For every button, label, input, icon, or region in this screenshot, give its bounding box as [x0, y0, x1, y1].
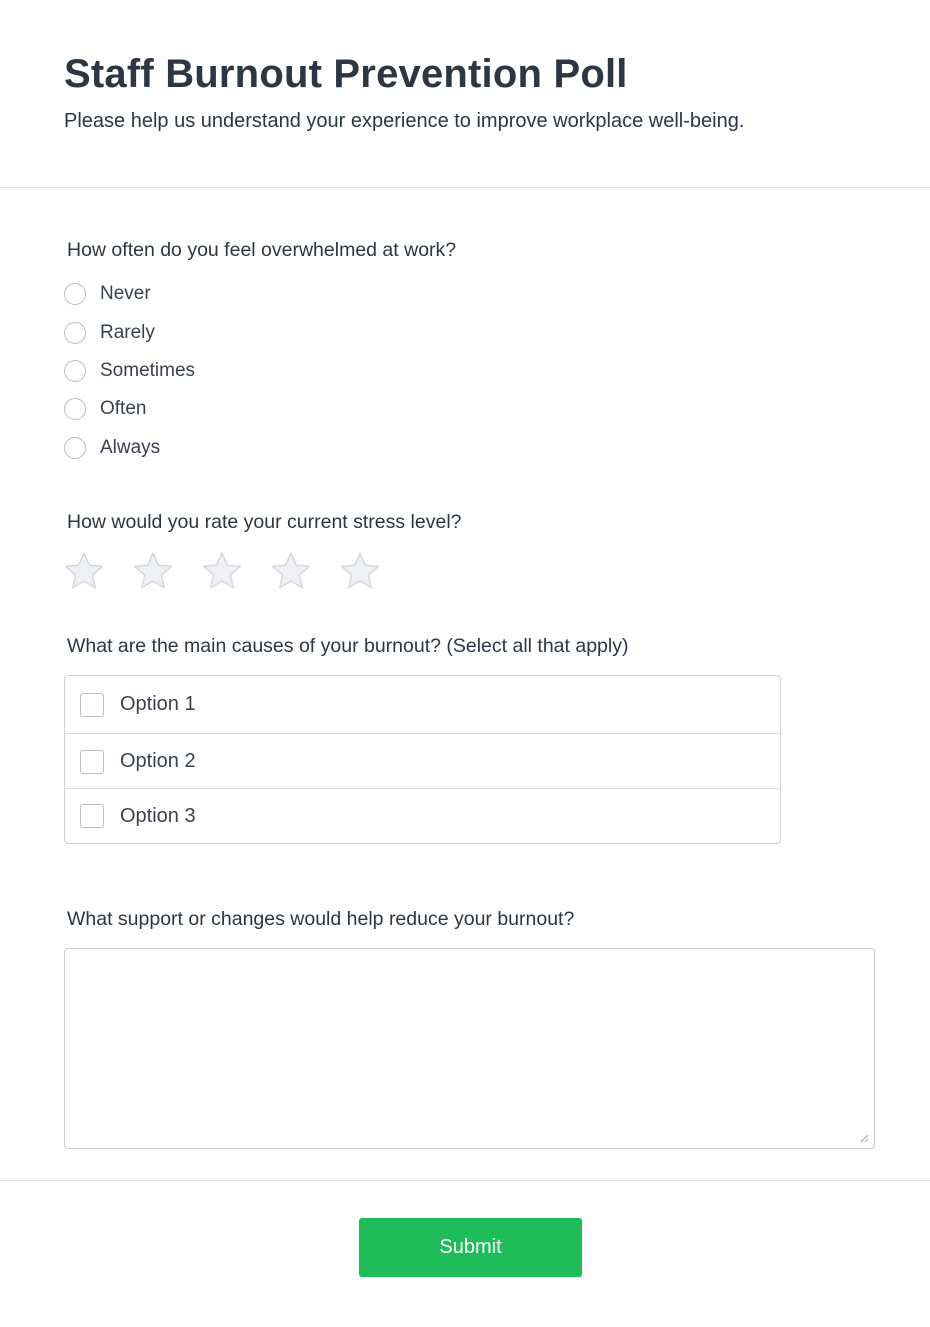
support-textarea[interactable] — [64, 948, 875, 1149]
checkbox-option-3[interactable] — [65, 788, 780, 843]
radio-option-label: Never — [100, 283, 151, 304]
radio-option-never[interactable] — [64, 281, 151, 307]
radio-option-always[interactable] — [64, 435, 160, 461]
radio-button[interactable] — [64, 360, 86, 382]
checkbox[interactable] — [80, 750, 104, 774]
question-support-label: What support or changes would help reduce your burnout? — [67, 908, 575, 930]
checkbox-label: Option 3 — [120, 804, 196, 827]
resize-handle-icon[interactable] — [859, 1133, 869, 1143]
radio-option-often[interactable] — [64, 396, 146, 422]
radio-option-label: Always — [100, 437, 161, 458]
radio-button[interactable] — [64, 322, 86, 344]
radio-button[interactable] — [64, 398, 86, 420]
radio-button[interactable] — [64, 437, 86, 459]
checkbox[interactable] — [80, 693, 104, 717]
checkbox-label: Option 2 — [120, 750, 196, 772]
radio-option-rarely[interactable] — [64, 320, 155, 346]
checkbox[interactable] — [80, 804, 104, 828]
question-overwhelmed-label: How often do you feel overwhelmed at work? — [67, 239, 457, 261]
checkbox-option-1[interactable] — [65, 676, 780, 733]
star-icon[interactable] — [133, 551, 173, 591]
checkbox-group — [64, 675, 781, 844]
star-icon[interactable] — [64, 551, 104, 591]
star-icon[interactable] — [271, 551, 311, 591]
page-title: Staff Burnout Prevention Poll — [64, 52, 628, 96]
page-subtitle: Please help us understand your experience to improve workplace well-being. — [64, 110, 745, 132]
radio-option-label: Sometimes — [100, 360, 196, 381]
radio-option-label: Rarely — [100, 322, 155, 343]
radio-option-label: Often — [100, 398, 147, 419]
star-icon[interactable] — [202, 551, 242, 591]
radio-option-sometimes[interactable] — [64, 358, 195, 384]
footer-divider — [0, 1180, 930, 1181]
question-causes-label: What are the main causes of your burnout? (Select all that apply) — [67, 635, 629, 657]
star-icon[interactable] — [340, 551, 380, 591]
question-stress-label: How would you rate your current stress level? — [67, 511, 462, 533]
poll-header — [0, 0, 930, 188]
checkbox-option-2[interactable] — [65, 733, 780, 789]
submit-button[interactable]: Submit — [359, 1218, 582, 1277]
radio-button[interactable] — [64, 283, 86, 305]
checkbox-label: Option 1 — [120, 693, 196, 715]
